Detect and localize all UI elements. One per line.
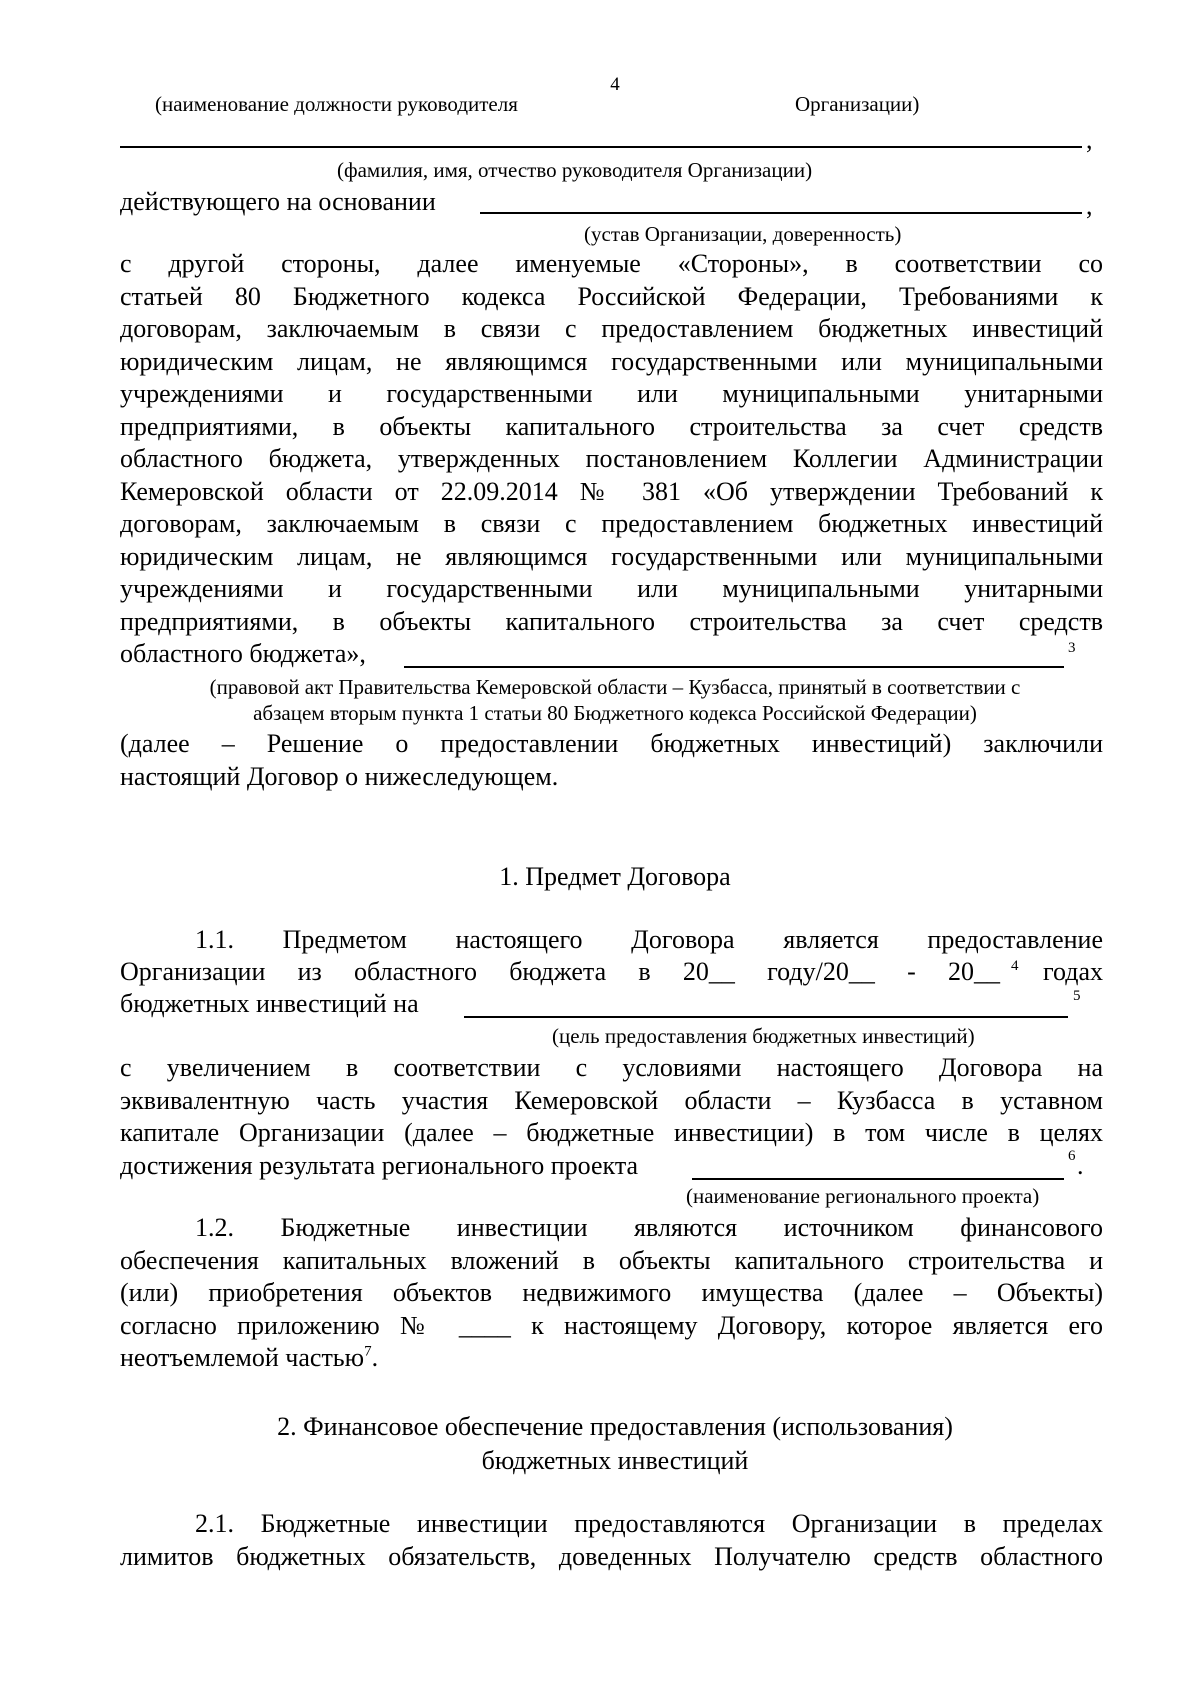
comma: , (1086, 125, 1093, 154)
caption-legal-act-line1: (правовой акт Правительства Кемеровской области – Кузбасса, принятый в соответствии с (209, 675, 1021, 699)
text-line: капитале Организации (далее – бюджетные инвестиции) в том числе в целях (120, 1118, 1103, 1147)
caption-goal: (цель предоставления бюджетных инвестиций) (552, 1024, 975, 1048)
acting-basis-label: действующего на основании (120, 187, 436, 216)
text-line: статьей 80 Бюджетного кодекса Российской Федерации, Требованиями к (120, 281, 1103, 311)
text-line: (далее – Решение о предоставлении бюджетных инвестиций) заключили (120, 729, 1103, 758)
period: . (1077, 1151, 1084, 1180)
text-line: Организации из областного бюджета в 20__ году/20__ - 20__ (120, 957, 1000, 986)
text-line: договорам, заключаемым в связи с предоставлением бюджетных инвестиций (120, 509, 1103, 538)
blank-line-goal (464, 1016, 1068, 1018)
section-2-title-line2: бюджетных инвестиций (481, 1446, 749, 1475)
caption-position-left: (наименование должности руководителя (155, 92, 518, 116)
text-line: лимитов бюджетных обязательств, доведенных Получателю средств областного (120, 1541, 1103, 1571)
clause-2-1 (120, 1508, 1103, 1573)
footnote-mark-3: 3 (1068, 640, 1076, 656)
text-line: обеспечения капитальных вложений в объекты капитального строительства и (120, 1245, 1103, 1275)
text-line: настоящий Договор о нижеследующем. (120, 761, 559, 791)
text-line: юридическим лицам, не являющимся государственными или муниципальными (120, 346, 1103, 376)
footnote-mark-4: 4 (1011, 958, 1019, 974)
text-line: Кемеровской области от 22.09.2014 № 381 «Об утверждении Требований к (120, 476, 1103, 506)
period: . (371, 1343, 379, 1372)
clause-1-1-continued (120, 1052, 1103, 1150)
text-line: предприятиями, в объекты капитального строительства за счет средств (120, 411, 1103, 441)
blank-line-basis (480, 212, 1082, 214)
text-line: неотъемлемой частью (120, 1343, 365, 1372)
clause-1-1-project-label: достижения результата регионального проекта (120, 1151, 639, 1180)
caption-basis: (устав Организации, доверенность) (584, 222, 902, 246)
blank-line-project (692, 1178, 1064, 1180)
blank-line-position-name (120, 146, 1082, 148)
text-line: годах (1042, 957, 1103, 986)
preamble-paragraph (120, 248, 1103, 638)
clause-1-2 (120, 1212, 1103, 1342)
caption-project: (наименование регионального проекта) (686, 1184, 1040, 1208)
text-line: областного бюджета, утвержденных постановлением Коллегии Администрации (120, 444, 1103, 473)
preamble-end: областного бюджета», (120, 639, 366, 668)
footnote-mark-6: 6 (1068, 1148, 1076, 1164)
text-line: согласно приложению № ____ к настоящему Договору, которое является его (120, 1310, 1103, 1340)
text-line: 1.1. Предметом настоящего Договора является предоставление (195, 925, 1103, 954)
text-line: с увеличением в соответствии с условиями настоящего Договора на (120, 1053, 1103, 1082)
caption-head-name: (фамилия, имя, отчество руководителя Организации) (337, 158, 813, 182)
clause-1-1-purpose-label: бюджетных инвестиций на (120, 989, 419, 1018)
text-line: эквивалентную часть участия Кемеровской области – Кузбасса в уставном (120, 1085, 1103, 1115)
blank-line-legal-act (404, 666, 1064, 668)
caption-legal-act-line2: абзацем вторым пункта 1 статьи 80 Бюджетного кодекса Российской Федерации) (253, 701, 977, 725)
clause-1-1-years-line (120, 956, 1103, 989)
text-line: договорам, заключаемым в связи с предоставлением бюджетных инвестиций (120, 314, 1103, 343)
text-line: учреждениями и государственными или муниципальными унитарными (120, 574, 1103, 603)
decision-paragraph (120, 728, 1103, 793)
footnote-mark-7: 7 (364, 1343, 372, 1360)
footnote-mark-5: 5 (1073, 988, 1081, 1004)
clause-1-1 (120, 924, 1103, 957)
text-line: юридическим лицам, не являющимся государственными или муниципальными (120, 541, 1103, 571)
page-number: 4 (610, 74, 620, 95)
section-2-title-line1: 2. Финансовое обеспечение предоставления (использования) (277, 1412, 953, 1441)
section-1-title: 1. Предмет Договора (499, 862, 731, 891)
caption-position-right: Организации) (795, 92, 920, 116)
text-line: предприятиями, в объекты капитального строительства за счет средств (120, 606, 1103, 636)
text-line: (или) приобретения объектов недвижимого имущества (далее – Объекты) (120, 1278, 1103, 1307)
text-line: 1.2. Бюджетные инвестиции являются источником финансового (195, 1213, 1103, 1242)
text-line: с другой стороны, далее именуемые «Стороны», в соответствии со (120, 249, 1103, 278)
comma: , (1086, 191, 1093, 220)
text-line: учреждениями и государственными или муниципальными унитарными (120, 379, 1103, 408)
clause-1-2-last-line (120, 1342, 378, 1374)
text-line: 2.1. Бюджетные инвестиции предоставляются Организации в пределах (195, 1509, 1103, 1538)
